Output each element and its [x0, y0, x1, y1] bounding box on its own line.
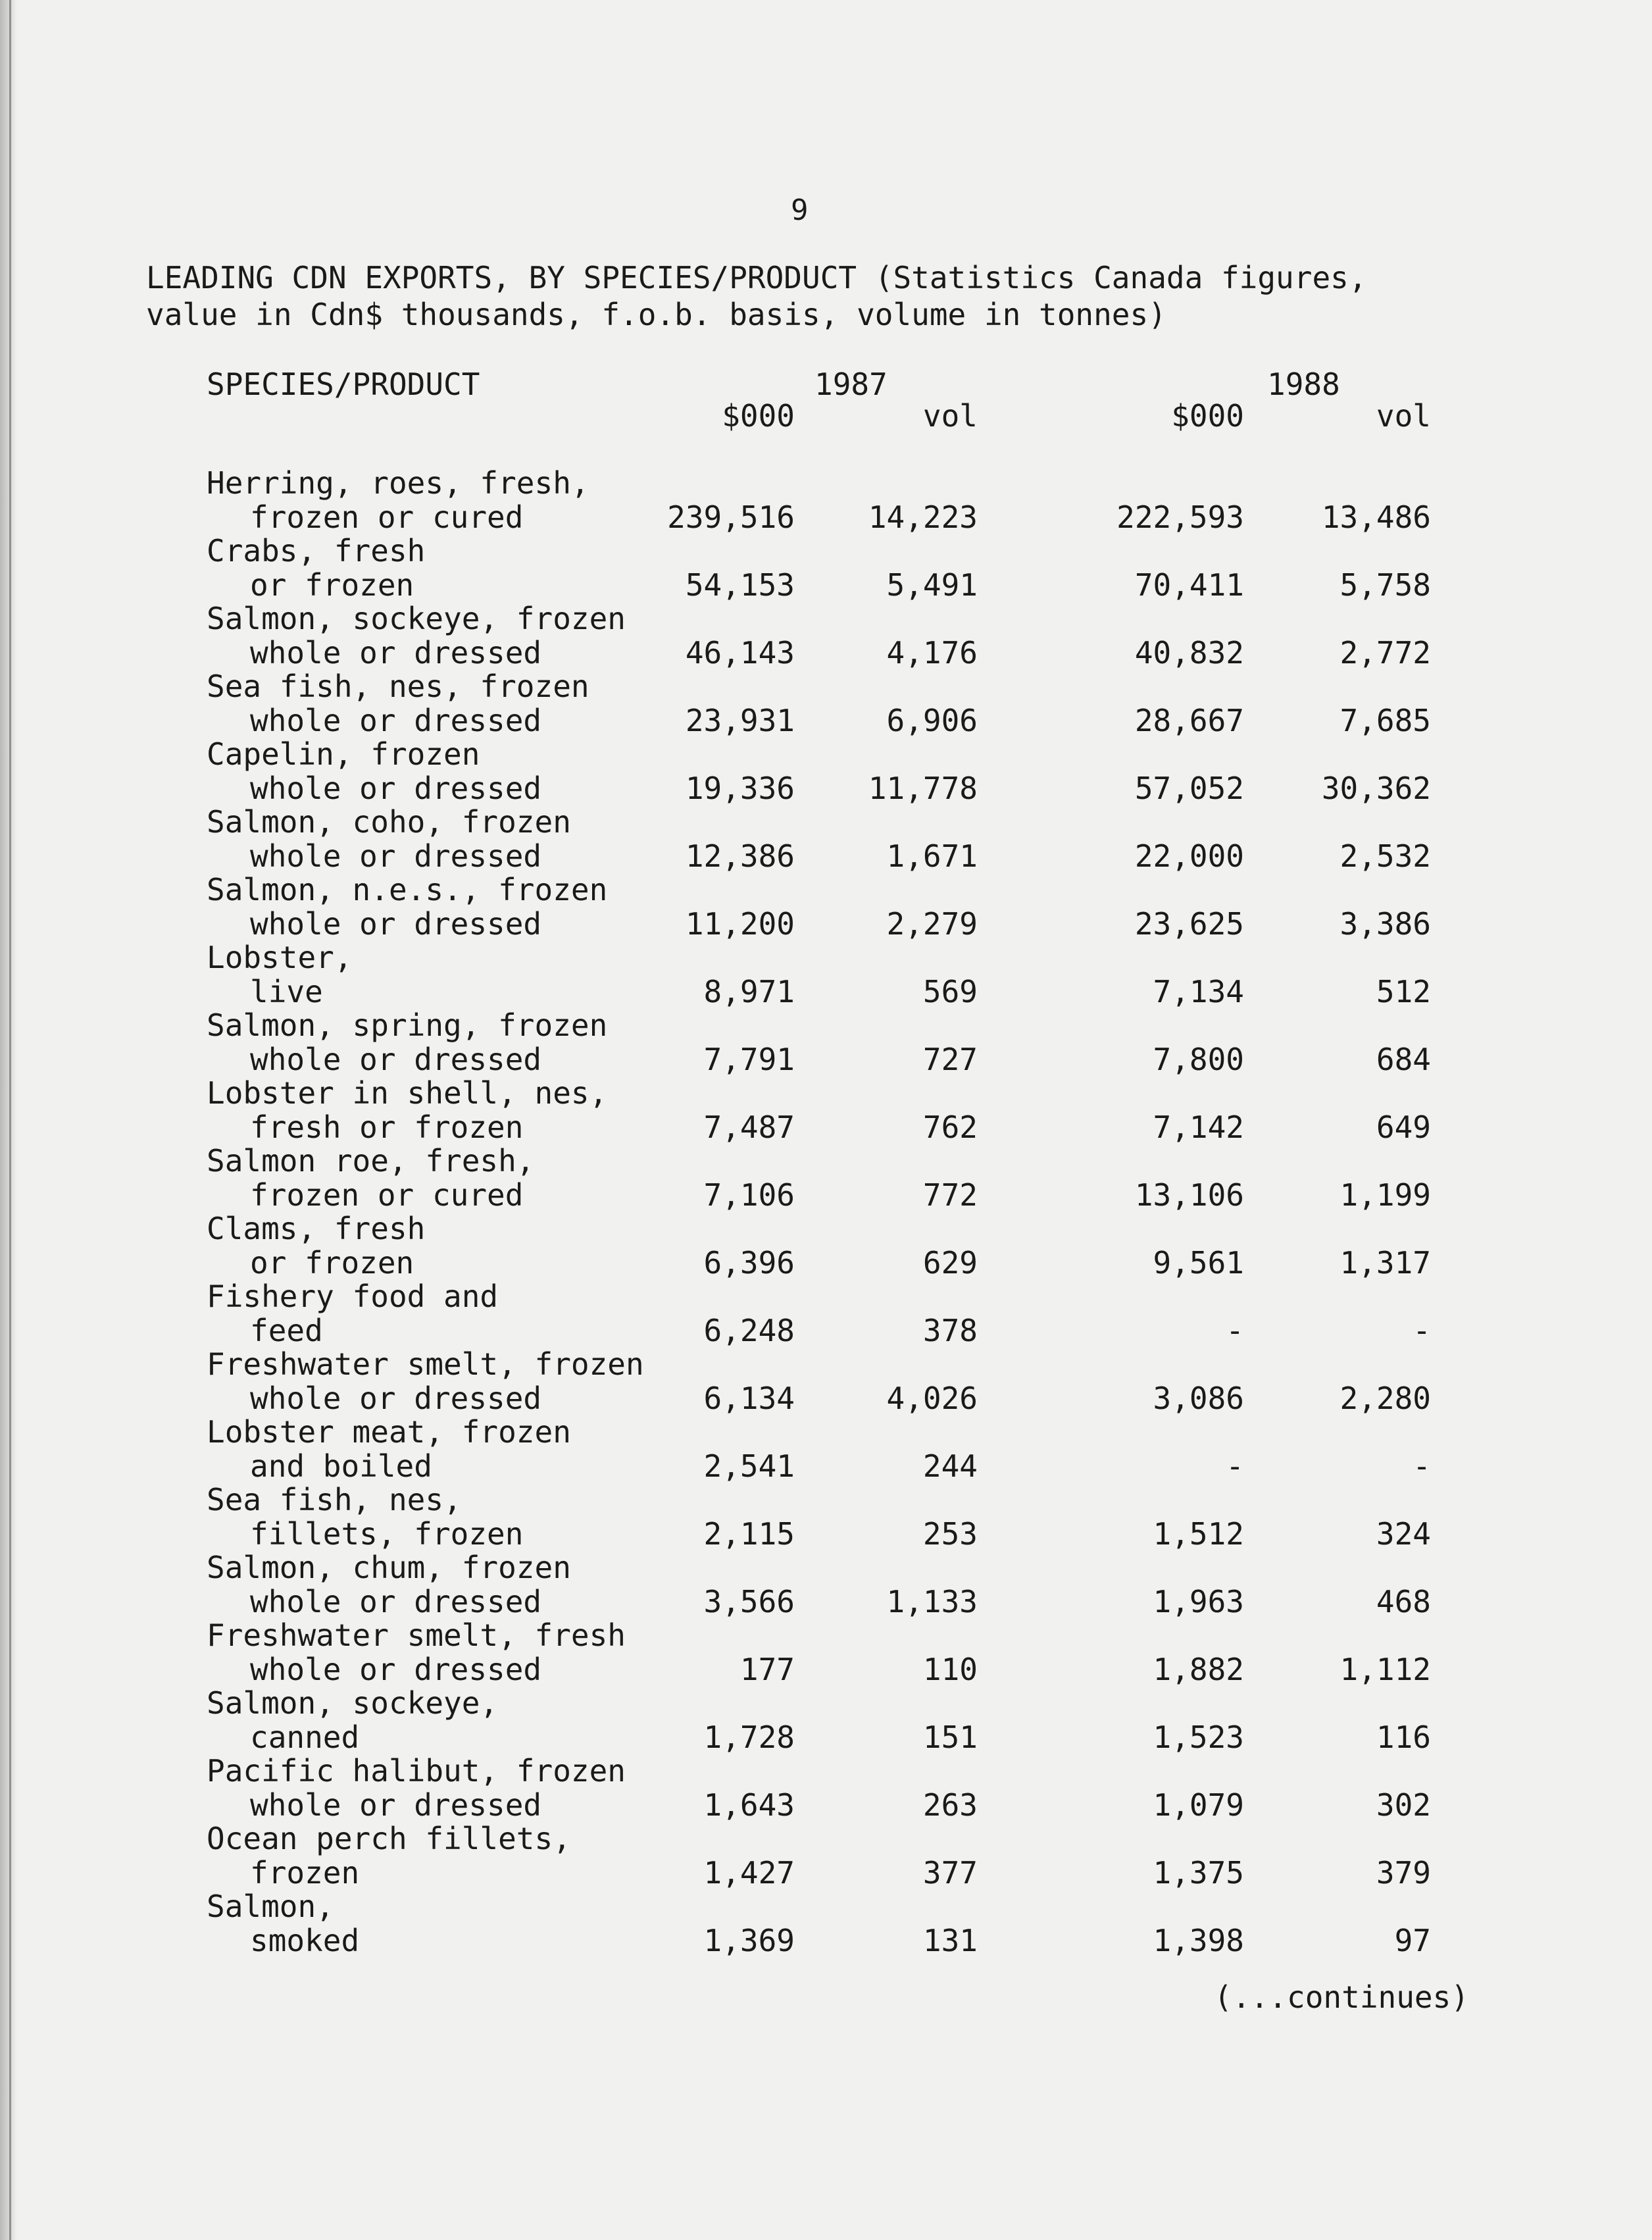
header-year-1987: 1987 [814, 367, 888, 402]
value-1988-cell: 70,411 [1134, 567, 1244, 603]
species-label-line-1: Salmon, [207, 1889, 334, 1924]
value-1987-cell: 12,386 [685, 838, 795, 874]
volume-1987-cell: 253 [922, 1516, 978, 1552]
volume-1988-cell: 1,112 [1339, 1652, 1431, 1687]
volume-1988-cell: 379 [1376, 1855, 1431, 1891]
value-1988-cell: 1,882 [1153, 1652, 1244, 1687]
species-label-line-2: fillets, frozen [250, 1516, 524, 1552]
volume-1988-cell: 468 [1376, 1584, 1431, 1619]
volume-1988-cell: 1,199 [1339, 1177, 1431, 1213]
volume-1988-cell: 2,772 [1339, 635, 1431, 671]
value-1988-cell: 1,963 [1153, 1584, 1244, 1619]
table-title-line-2: value in Cdn$ thousands, f.o.b. basis, volume in tonnes) [146, 297, 1166, 332]
volume-1988-cell: 30,362 [1321, 771, 1431, 806]
volume-1987-cell: 4,026 [886, 1381, 978, 1416]
value-1988-cell: - [1226, 1448, 1244, 1484]
value-1988-cell: 22,000 [1134, 838, 1244, 874]
value-1987-cell: 7,106 [703, 1177, 795, 1213]
species-label-line-2: whole or dressed [250, 906, 542, 942]
species-label-line-2: or frozen [250, 1245, 414, 1281]
value-1987-cell: 177 [739, 1652, 795, 1687]
continues-note: (...continues) [1214, 1979, 1469, 2015]
value-1988-cell: 1,523 [1153, 1719, 1244, 1755]
value-1987-cell: 1,369 [703, 1923, 795, 1958]
volume-1988-cell: 2,280 [1339, 1381, 1431, 1416]
value-1987-cell: 54,153 [685, 567, 795, 603]
header-volume-1988: vol [1376, 398, 1431, 434]
volume-1987-cell: 378 [922, 1313, 978, 1348]
value-1987-cell: 19,336 [685, 771, 795, 806]
species-label-line-2: canned [250, 1719, 360, 1755]
species-label-line-1: Salmon, sockeye, [207, 1685, 499, 1721]
species-label-line-1: Lobster, [207, 940, 353, 975]
value-1987-cell: 2,115 [703, 1516, 795, 1552]
value-1987-cell: 46,143 [685, 635, 795, 671]
species-label-line-2: or frozen [250, 567, 414, 603]
volume-1987-cell: 151 [922, 1719, 978, 1755]
page-edge-shadow [0, 0, 17, 2240]
header-volume-1987: vol [922, 398, 978, 434]
volume-1987-cell: 1,671 [886, 838, 978, 874]
species-label-line-2: whole or dressed [250, 838, 542, 874]
species-label-line-1: Crabs, fresh [207, 533, 426, 569]
value-1987-cell: 7,487 [703, 1109, 795, 1145]
value-1987-cell: 7,791 [703, 1042, 795, 1077]
volume-1987-cell: 772 [922, 1177, 978, 1213]
value-1988-cell: 9,561 [1153, 1245, 1244, 1281]
species-label-line-1: Sea fish, nes, [207, 1482, 462, 1517]
volume-1987-cell: 2,279 [886, 906, 978, 942]
value-1987-cell: 2,541 [703, 1448, 795, 1484]
species-label-line-1: Salmon, spring, frozen [207, 1007, 608, 1043]
species-label-line-2: smoked [250, 1923, 360, 1958]
species-label-line-1: Ocean perch fillets, [207, 1821, 571, 1856]
value-1987-cell: 1,728 [703, 1719, 795, 1755]
species-label-line-2: fresh or frozen [250, 1109, 524, 1145]
species-label-line-2: frozen [250, 1855, 360, 1891]
species-label-line-1: Capelin, frozen [207, 736, 480, 772]
volume-1987-cell: 569 [922, 974, 978, 1009]
volume-1988-cell: 116 [1376, 1719, 1431, 1755]
value-1988-cell: 3,086 [1153, 1381, 1244, 1416]
value-1988-cell: 23,625 [1134, 906, 1244, 942]
species-label-line-2: whole or dressed [250, 771, 542, 806]
species-label-line-2: whole or dressed [250, 1042, 542, 1077]
volume-1988-cell: 302 [1376, 1787, 1431, 1823]
species-label-line-2: feed [250, 1313, 323, 1348]
volume-1987-cell: 629 [922, 1245, 978, 1281]
value-1987-cell: 239,516 [667, 499, 795, 535]
species-label-line-2: frozen or cured [250, 1177, 524, 1213]
species-label-line-1: Salmon, coho, frozen [207, 804, 571, 840]
volume-1988-cell: 684 [1376, 1042, 1431, 1077]
volume-1988-cell: 324 [1376, 1516, 1431, 1552]
table-title-line-1: LEADING CDN EXPORTS, BY SPECIES/PRODUCT (Statistics Canada figures, [146, 260, 1367, 295]
value-1988-cell: 1,398 [1153, 1923, 1244, 1958]
volume-1987-cell: 762 [922, 1109, 978, 1145]
species-label-line-1: Pacific halibut, frozen [207, 1753, 626, 1789]
volume-1988-cell: - [1413, 1448, 1431, 1484]
value-1988-cell: 7,142 [1153, 1109, 1244, 1145]
species-label-line-1: Salmon, n.e.s., frozen [207, 872, 608, 907]
volume-1988-cell: 1,317 [1339, 1245, 1431, 1281]
species-label-line-1: Clams, fresh [207, 1211, 426, 1246]
value-1987-cell: 6,134 [703, 1381, 795, 1416]
volume-1988-cell: 512 [1376, 974, 1431, 1009]
value-1987-cell: 6,396 [703, 1245, 795, 1281]
species-label-line-1: Lobster in shell, nes, [207, 1075, 608, 1111]
value-1987-cell: 11,200 [685, 906, 795, 942]
species-label-line-2: whole or dressed [250, 1787, 542, 1823]
volume-1987-cell: 131 [922, 1923, 978, 1958]
value-1987-cell: 3,566 [703, 1584, 795, 1619]
value-1987-cell: 23,931 [685, 703, 795, 738]
species-label-line-1: Sea fish, nes, frozen [207, 669, 589, 704]
volume-1988-cell: 13,486 [1321, 499, 1431, 535]
value-1987-cell: 6,248 [703, 1313, 795, 1348]
value-1988-cell: - [1226, 1313, 1244, 1348]
volume-1987-cell: 110 [922, 1652, 978, 1687]
header-year-1988: 1988 [1267, 367, 1340, 402]
volume-1988-cell: 649 [1376, 1109, 1431, 1145]
value-1988-cell: 222,593 [1116, 499, 1244, 535]
header-value-1988: $000 [1171, 398, 1244, 434]
species-label-line-1: Herring, roes, fresh, [207, 465, 589, 501]
species-label-line-2: frozen or cured [250, 499, 524, 535]
volume-1987-cell: 377 [922, 1855, 978, 1891]
page-edge-line [9, 0, 11, 2240]
value-1988-cell: 1,375 [1153, 1855, 1244, 1891]
value-1987-cell: 1,643 [703, 1787, 795, 1823]
species-label-line-1: Salmon, sockeye, frozen [207, 601, 626, 636]
volume-1988-cell: 7,685 [1339, 703, 1431, 738]
species-label-line-1: Salmon, chum, frozen [207, 1550, 571, 1585]
volume-1988-cell: 97 [1394, 1923, 1431, 1958]
header-species: SPECIES/PRODUCT [207, 367, 480, 402]
page-number: 9 [791, 193, 809, 227]
volume-1987-cell: 5,491 [886, 567, 978, 603]
species-label-line-2: whole or dressed [250, 1381, 542, 1416]
value-1988-cell: 1,079 [1153, 1787, 1244, 1823]
species-label-line-2: and boiled [250, 1448, 432, 1484]
volume-1987-cell: 6,906 [886, 703, 978, 738]
value-1988-cell: 7,800 [1153, 1042, 1244, 1077]
species-label-line-2: whole or dressed [250, 703, 542, 738]
volume-1988-cell: 5,758 [1339, 567, 1431, 603]
species-label-line-1: Lobster meat, frozen [207, 1414, 571, 1450]
volume-1987-cell: 727 [922, 1042, 978, 1077]
species-label-line-1: Freshwater smelt, frozen [207, 1346, 644, 1382]
value-1988-cell: 7,134 [1153, 974, 1244, 1009]
value-1988-cell: 13,106 [1134, 1177, 1244, 1213]
volume-1987-cell: 263 [922, 1787, 978, 1823]
volume-1987-cell: 11,778 [868, 771, 978, 806]
value-1988-cell: 1,512 [1153, 1516, 1244, 1552]
volume-1987-cell: 4,176 [886, 635, 978, 671]
value-1987-cell: 8,971 [703, 974, 795, 1009]
species-label-line-2: whole or dressed [250, 1652, 542, 1687]
value-1988-cell: 57,052 [1134, 771, 1244, 806]
value-1987-cell: 1,427 [703, 1855, 795, 1891]
species-label-line-1: Salmon roe, fresh, [207, 1143, 535, 1179]
value-1988-cell: 40,832 [1134, 635, 1244, 671]
volume-1987-cell: 244 [922, 1448, 978, 1484]
species-label-line-1: Fishery food and [207, 1279, 499, 1314]
species-label-line-2: whole or dressed [250, 635, 542, 671]
volume-1987-cell: 14,223 [868, 499, 978, 535]
volume-1988-cell: 3,386 [1339, 906, 1431, 942]
header-value-1987: $000 [722, 398, 795, 434]
volume-1987-cell: 1,133 [886, 1584, 978, 1619]
volume-1988-cell: 2,532 [1339, 838, 1431, 874]
species-label-line-1: Freshwater smelt, fresh [207, 1617, 626, 1653]
species-label-line-2: live [250, 974, 323, 1009]
volume-1988-cell: - [1413, 1313, 1431, 1348]
value-1988-cell: 28,667 [1134, 703, 1244, 738]
species-label-line-2: whole or dressed [250, 1584, 542, 1619]
